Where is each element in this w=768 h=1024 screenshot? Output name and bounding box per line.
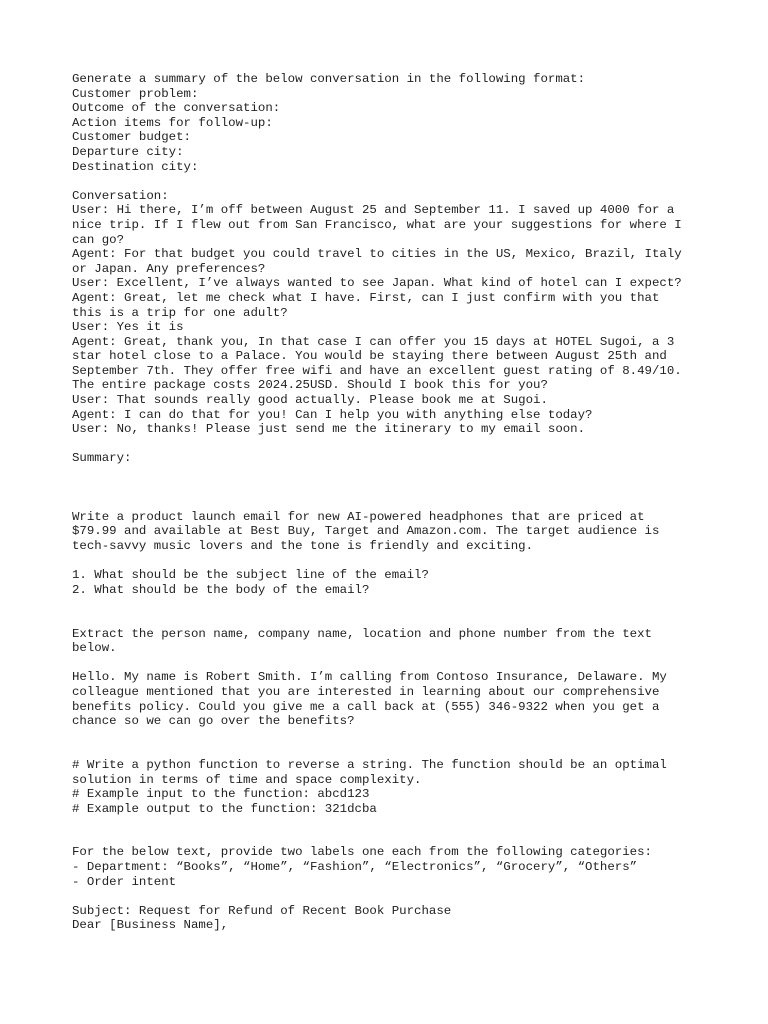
label-instruction-line: - Department: “Books”, “Home”, “Fashion”, “Electronics”, “Grocery”, “Others” bbox=[72, 860, 638, 875]
code-prompt-line: # Example output to the function: 321dcba bbox=[72, 801, 377, 816]
conversation-line: User: Hi there, I’m off between August 25 and September 11. I saved up 4000 for a bbox=[72, 203, 675, 218]
code-prompt-line: # Write a python function to reverse a string. The function should be an optimal bbox=[72, 757, 667, 772]
conversation-line: September 7th. They offer free wifi and have an excellent guest rating of 8.49/10. bbox=[72, 363, 682, 378]
conversation-heading: Conversation: bbox=[72, 188, 169, 203]
conversation-line: or Japan. Any preferences? bbox=[72, 261, 266, 276]
label-email-line: Dear [Business Name], bbox=[72, 918, 229, 933]
summary-instruction: Generate a summary of the below conversation in the following format: bbox=[72, 72, 586, 86]
format-field: Customer problem: bbox=[72, 86, 199, 101]
conversation-line: User: No, thanks! Please just send me the itinerary to my email soon. bbox=[72, 422, 586, 437]
summary-label: Summary: bbox=[72, 451, 132, 466]
email-question: 2. What should be the body of the email? bbox=[72, 582, 370, 597]
extract-text-line: colleague mentioned that you are interested in learning about our comprehensive bbox=[72, 684, 660, 699]
conversation-line: User: Yes it is bbox=[72, 320, 184, 335]
code-task bbox=[72, 758, 712, 816]
conversation-line: can go? bbox=[72, 232, 125, 247]
email-task bbox=[72, 510, 712, 598]
email-prompt-line: tech-savvy music lovers and the tone is friendly and exciting. bbox=[72, 539, 534, 554]
label-instruction-line: - Order intent bbox=[72, 874, 177, 889]
label-task bbox=[72, 845, 712, 933]
label-email-line: Subject: Request for Refund of Recent Book Purchase bbox=[72, 903, 452, 918]
conversation-line: User: That sounds really good actually. Please book me at Sugoi. bbox=[72, 393, 548, 408]
conversation-line: The entire package costs 2024.25USD. Should I book this for you? bbox=[72, 378, 548, 393]
format-field: Destination city: bbox=[72, 159, 199, 174]
extract-text-line: Hello. My name is Robert Smith. I’m calling from Contoso Insurance, Delaware. My bbox=[72, 670, 667, 685]
conversation-line: Agent: I can do that for you! Can I help you with anything else today? bbox=[72, 407, 593, 422]
email-question: 1. What should be the subject line of the email? bbox=[72, 568, 429, 583]
extract-instruction-line: Extract the person name, company name, location and phone number from the text bbox=[72, 626, 652, 641]
extract-instruction-line: below. bbox=[72, 641, 117, 656]
conversation-line: this is a trip for one adult? bbox=[72, 305, 288, 320]
document-page bbox=[72, 72, 712, 933]
email-prompt-line: Write a product launch email for new AI-powered headphones that are priced at bbox=[72, 509, 645, 524]
conversation-line: User: Excellent, I’ve always wanted to see Japan. What kind of hotel can I expect? bbox=[72, 276, 682, 291]
format-field: Outcome of the conversation: bbox=[72, 101, 281, 116]
format-field: Action items for follow-up: bbox=[72, 115, 273, 130]
conversation-line: Agent: Great, let me check what I have. First, can I just confirm with you that bbox=[72, 290, 660, 305]
format-field: Departure city: bbox=[72, 144, 184, 159]
conversation-line: Agent: For that budget you could travel to cities in the US, Mexico, Brazil, Italy bbox=[72, 247, 682, 262]
email-prompt-line: $79.99 and available at Best Buy, Target and Amazon.com. The target audience is bbox=[72, 524, 660, 539]
code-prompt-line: solution in terms of time and space complexity. bbox=[72, 772, 422, 787]
conversation-line: Agent: Great, thank you, In that case I can offer you 15 days at HOTEL Sugoi, a 3 bbox=[72, 334, 675, 349]
format-field: Customer budget: bbox=[72, 130, 191, 145]
conversation-line: star hotel close to a Palace. You would be staying there between August 25th and bbox=[72, 349, 667, 364]
extract-text-line: benefits policy. Could you give me a call back at (555) 346-9322 when you get a bbox=[72, 699, 660, 714]
code-prompt-line: # Example input to the function: abcd123 bbox=[72, 787, 370, 802]
conversation-line: nice trip. If I flew out from San Francisco, what are your suggestions for where I bbox=[72, 217, 682, 232]
extract-text-line: chance so we can go over the benefits? bbox=[72, 714, 355, 729]
summary-task bbox=[72, 72, 712, 466]
extract-task bbox=[72, 627, 712, 729]
label-instruction-line: For the below text, provide two labels one each from the following categories: bbox=[72, 845, 652, 860]
